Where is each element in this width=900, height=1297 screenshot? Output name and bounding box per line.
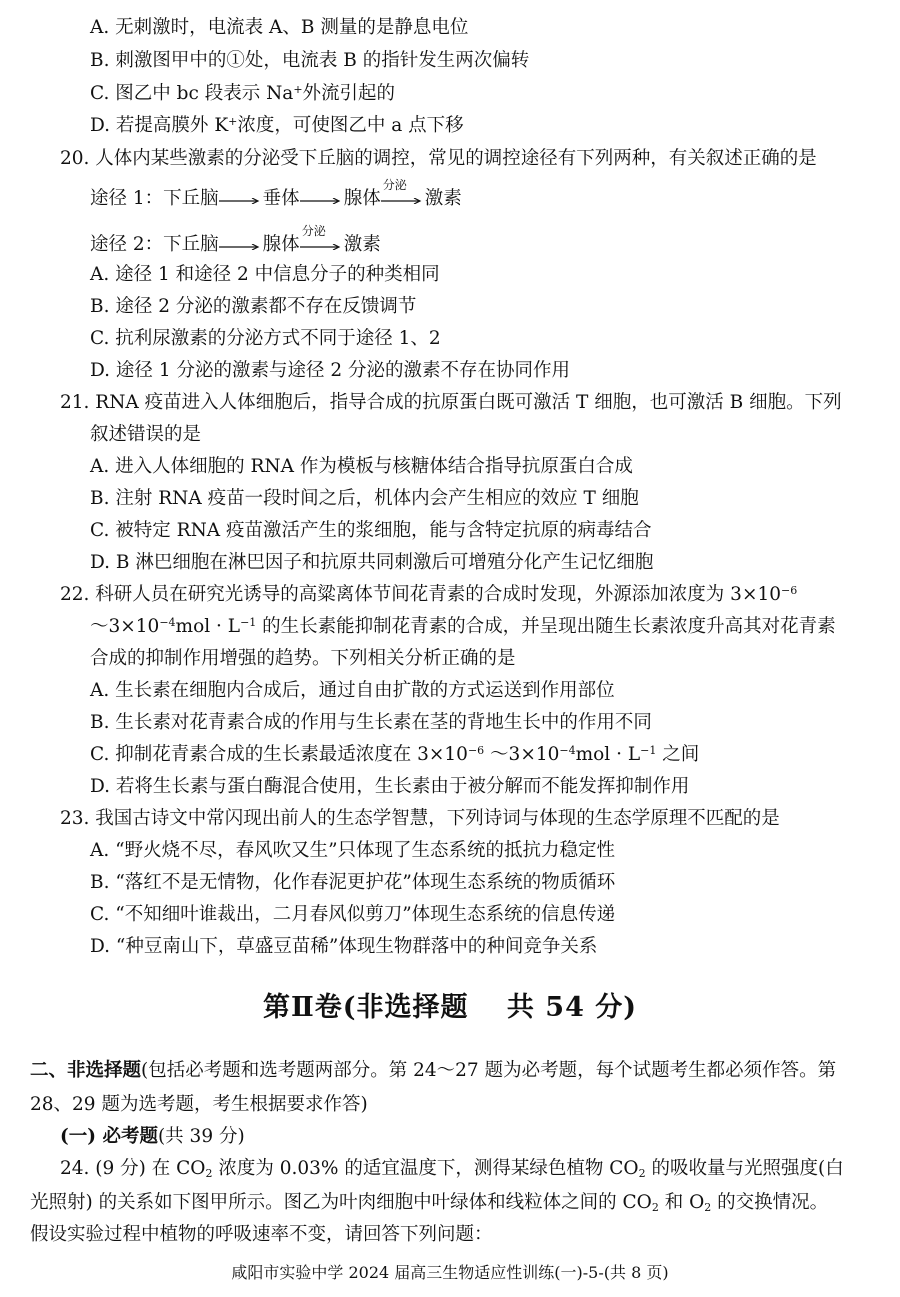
q20-option-d: D. 途径 1 分泌的激素与途径 2 分泌的激素不存在协同作用 xyxy=(90,360,570,381)
arrow-icon xyxy=(219,186,263,212)
section-title: 第Ⅱ卷(非选择题 共 54 分) xyxy=(262,992,638,1023)
q23-option-c: C. “不知细叶谁裁出，二月春风似剪刀”体现生态系统的信息传递 xyxy=(90,904,616,925)
q24-stem-cont-2: 假设实验过程中植物的呼吸速率不变，请回答下列问题： xyxy=(30,1224,493,1245)
q23-stem: 23. 我国古诗文中常闪现出前人的生态学智慧，下列诗词与体现的生态学原理不匹配的是 xyxy=(60,808,780,829)
arrow-label: 分泌 xyxy=(301,224,326,238)
q22-option-a: A. 生长素在细胞内合成后，通过自由扩散的方式运送到作用部位 xyxy=(90,680,615,701)
page-footer: 咸阳市实验中学 2024 届高三生物适应性训练(一)-5-(共 8 页) xyxy=(231,1263,669,1282)
part-two-heading-cont: 28、29 题为选考题，考生根据要求作答) xyxy=(30,1094,368,1115)
q19-option-d: D. 若提高膜外 K+浓度，可使图乙中 a 点下移 xyxy=(90,115,464,136)
secrete-arrow-icon xyxy=(381,178,425,212)
secrete-arrow-icon xyxy=(300,224,344,258)
q20-stem: 20. 人体内某些激素的分泌受下丘脑的调控，常见的调控途径有下列两种，有关叙述正确的是 xyxy=(60,148,817,169)
q22-option-b: B. 生长素对花青素合成的作用与生长素在茎的背地生长中的作用不同 xyxy=(90,712,652,733)
q20-path-1: 途径 1：下丘脑 垂体 腺体 分泌 激素 xyxy=(90,186,462,212)
q21-option-a: A. 进入人体细胞的 RNA 作为模板与核糖体结合指导抗原蛋白合成 xyxy=(90,456,633,477)
q24-stem: 24. (9 分) 在 $CO_2$ 浓度为 0.03% 的适宜温度下，测得某绿色植物 $CO_2$ 的吸收量与光照强度(白 xyxy=(60,1158,844,1180)
arrow-label: 分泌 xyxy=(382,178,407,192)
q22-stem-cont-2: 合成的抑制作用增强的趋势。下列相关分析正确的是 xyxy=(90,648,516,669)
q22-stem: 22. 科研人员在研究光诱导的高粱离体节间花青素的合成时发现，外源添加浓度为 $3\times 10^{-6}$ xyxy=(60,584,798,605)
arrow-icon xyxy=(219,232,263,258)
q22-stem-cont-1: $\sim 3\times 10^{-4}mol \cdot L^{-1}$ 的生长素能抑制花青素的合成，并呈现出随生长素浓度升高其对花青素 xyxy=(90,616,836,637)
q23-option-a: A. “野火烧不尽，春风吹又生”只体现了生态系统的抵抗力稳定性 xyxy=(90,840,616,861)
q24-stem-cont-1: 光照射) 的关系如下图甲所示。图乙为叶肉细胞中叶绿体和线粒体之间的 $CO_2$ 和 $O_2$ 的交换情况。 xyxy=(30,1192,829,1214)
q20-path-2: 途径 2：下丘脑 腺体 分泌 激素 xyxy=(90,232,381,258)
q21-option-c: C. 被特定 RNA 疫苗激活产生的浆细胞，能与含特定抗原的病毒结合 xyxy=(90,520,652,541)
q19-option-a: A. 无刺激时，电流表 A、B 测量的是静息电位 xyxy=(90,17,469,38)
q21-stem-cont: 叙述错误的是 xyxy=(90,424,202,445)
q22-option-c: C. 抑制花青素合成的生长素最适浓度在 $3\times 10^{-6}$ $\sim 3\times 10^{-4}mol \cdot L^{-1}$ 之间 xyxy=(90,744,700,765)
q22-option-d: D. 若将生长素与蛋白酶混合使用，生长素由于被分解而不能发挥抑制作用 xyxy=(90,776,690,797)
part-two-heading: 二、非选择题(包括必考题和选考题两部分。第 24～27 题为必考题，每个试题考生都必须作答。第 xyxy=(30,1060,837,1081)
q20-option-c: C. 抗利尿激素的分泌方式不同于途径 1、2 xyxy=(90,328,441,349)
q21-option-b: B. 注射 RNA 疫苗一段时间之后，机体内会产生相应的效应 T 细胞 xyxy=(90,488,639,509)
arrow-icon xyxy=(300,186,344,212)
q20-option-a: A. 途径 1 和途径 2 中信息分子的种类相同 xyxy=(90,264,440,285)
q19-option-b: B. 刺激图甲中的①处，电流表 B 的指针发生两次偏转 xyxy=(90,50,530,71)
q23-option-d: D. “种豆南山下，草盛豆苗稀”体现生物群落中的种间竞争关系 xyxy=(90,936,598,957)
required-section-heading: (一) 必考题(共 39 分) xyxy=(60,1126,245,1147)
q20-option-b: B. 途径 2 分泌的激素都不存在反馈调节 xyxy=(90,296,417,317)
q21-option-d: D. B 淋巴细胞在淋巴因子和抗原共同刺激后可增殖分化产生记忆细胞 xyxy=(90,552,654,573)
q23-option-b: B. “落红不是无情物，化作春泥更护花”体现生态系统的物质循环 xyxy=(90,872,616,893)
q21-stem: 21. RNA 疫苗进入人体细胞后，指导合成的抗原蛋白既可激活 T 细胞，也可激活 B 细胞。下列 xyxy=(60,392,842,413)
q19-option-c: C. 图乙中 bc 段表示 Na+外流引起的 xyxy=(90,83,396,104)
